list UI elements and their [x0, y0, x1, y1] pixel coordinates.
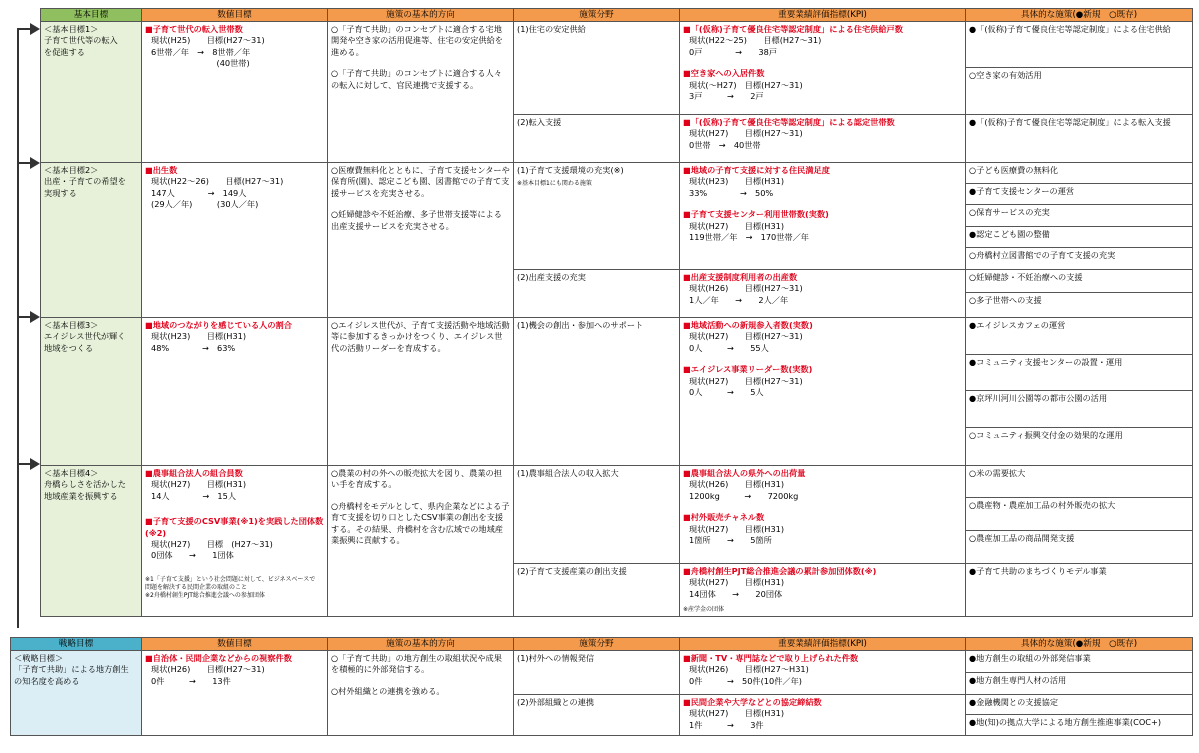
measure-item: ○米の需要拡大: [966, 466, 1192, 498]
target-value-line: (40世帯): [151, 58, 250, 69]
kpi-values: [683, 283, 962, 306]
kpi-value-line: 1箇所 → 5箇所: [689, 534, 772, 545]
target-value-line: 14人 → 15人: [151, 490, 237, 501]
kpi-value-line: 現状(～H27) 目標(H27～31): [689, 79, 803, 90]
direction-cell: [328, 163, 514, 318]
measure-item: ○妊婦健診・不妊治療への支援: [966, 270, 1192, 294]
policy-field-cell: [514, 465, 680, 563]
header-kpi: 重要業績評価指標(KPI): [680, 9, 966, 22]
arrow-icon: [30, 458, 40, 470]
policy-field-name: (1)農事組合法人の収入拡大: [517, 467, 619, 478]
target-indicator-name: ■農事組合法人の組合員数: [145, 467, 243, 478]
kpi-value-line: 1件 → 3件: [689, 719, 764, 730]
basic-goal-title-cell: [41, 317, 142, 465]
direction-text: ○舟橋村をモデルとして、県内企業などによる子育て支援を切り口としたCSV事業の創出を支援する。その結果、舟橋村を含む広域での地域産業振興に貢献する。: [331, 500, 510, 545]
basic-goal-title-line: 地域産業を振興する: [44, 490, 118, 501]
direction-text: ○エイジレス世代が、子育て支援活動や地域活動等に参加するきっかけをつくり、エイジレス世代の活動リーダーを育成する。: [331, 319, 510, 353]
basic-goal-row: [41, 163, 1193, 270]
basic-goal-title-cell: [41, 163, 142, 318]
kpi-item: [683, 364, 962, 398]
kpi-values: [683, 331, 962, 354]
header-measures: 具体的な施策(●新規 ○既存): [966, 638, 1193, 651]
policy-field-name: (2)子育て支援産業の創出支援: [517, 565, 627, 576]
measure-item: ●地(知)の拠点大学による地方創生推進事業(COC+): [969, 717, 1162, 727]
basic-goal-title-line: 子育て世代等の転入: [44, 35, 118, 46]
kpi-values: [683, 221, 962, 244]
kpi-values: [683, 524, 962, 547]
kpi-value-line: 33% → 50%: [689, 187, 774, 198]
target-value-line: 現状(H27) 目標(H31): [151, 479, 247, 490]
policy-field-name: (1)村外への情報発信: [517, 653, 595, 663]
kpi-values: [683, 80, 962, 103]
direction-text: ○「子育て共助」の地方創生の取組状況や成果を積極的に外部発信する。: [331, 653, 502, 675]
measures-cell: [966, 651, 1193, 695]
direction-cell: [328, 22, 514, 163]
direction-text: ○医療費無料化とともに、子育て支援センターや保育所(園)、認定こども園、図書館での子育て支援サービスを充実させる。: [331, 165, 510, 198]
kpi-value-line: 現状(H26) 目標(H27～H31): [689, 664, 809, 675]
kpi-cell: [680, 563, 966, 616]
measure-item: ●認定こども園の整備: [966, 227, 1192, 248]
kpi-value-line: 1200kg → 7200kg: [689, 490, 799, 501]
policy-field-cell: [514, 651, 680, 695]
measure-item: ●コミュニティ支援センターの設置・運用: [966, 355, 1192, 392]
kpi-value-line: 現状(H27) 目標(H31): [689, 523, 785, 534]
target-indicator-name: ■子育て支援のCSV事業(※1)を実践した団体数(※2): [145, 516, 324, 538]
basic-goal-title-line: 地域をつくる: [44, 342, 94, 353]
numeric-target-cell: [142, 465, 328, 616]
target-indicator-name: ■出生数: [145, 165, 178, 175]
basic-goal-row: [41, 465, 1193, 563]
direction-text: ○村外組織との連携を強める。: [331, 685, 445, 696]
direction-text: ○農業の村の外への販売拡大を図り、農業の担い手を育成する。: [331, 467, 502, 490]
numeric-target-cell: [142, 22, 328, 163]
footnote-line: ※1「子育て支援」という社会問題に対して、ビジネスベースで: [145, 575, 316, 583]
kpi-value-line: 現状(H27) 目標(H31): [689, 577, 785, 588]
target-value-line: 現状(H27) 目標 (H27～31): [151, 538, 273, 549]
policy-field-name: (2)出産支援の充実: [517, 271, 586, 282]
measures-cell: [966, 465, 1193, 563]
kpi-values: [683, 479, 962, 502]
direction-text: ○「子育て共助」のコンセプトに適合する宅地開発や空き家の活用促進等、住宅の安定供給を進める。: [331, 24, 503, 57]
header-measures: 具体的な施策(●新規 ○既存): [966, 9, 1193, 22]
kpi-value-line: 14団体 → 20団体: [689, 588, 783, 599]
kpi-item: [683, 117, 962, 151]
kpi-name: ■出産支援制度利用者の出産数: [683, 271, 798, 282]
measures-cell: [966, 317, 1193, 465]
target-value-line: 0団体 → 1団体: [151, 550, 234, 561]
measure-item: ○空き家の有効活用: [969, 70, 1042, 80]
header-goal: 基本目標: [41, 9, 142, 22]
basic-goals-table: [40, 8, 1193, 617]
target-value-line: 0件 → 13件: [151, 675, 231, 686]
policy-field-cell: [514, 115, 680, 163]
kpi-value-line: 0人 → 55人: [689, 342, 769, 353]
target-footnote: [145, 576, 324, 600]
direction-text: ○「子育て共助」のコンセプトに適合する人々の転入に対して、官民連携で支援する。: [331, 68, 502, 90]
strategy-goal-title-line: の知名度を高める: [14, 675, 80, 686]
kpi-name: ■村外販売チャネル数: [683, 512, 765, 523]
arrow-icon: [30, 157, 40, 169]
kpi-item: [683, 68, 962, 102]
direction-cell: [328, 651, 514, 736]
kpi-value-line: 119世帯／年 → 170世帯／年: [689, 232, 809, 243]
basic-goal-row: [41, 317, 1193, 465]
policy-field-cell: [514, 317, 680, 465]
measure-item: ○農産物・農産加工品の村外販売の拡大: [966, 498, 1192, 530]
kpi-name: ■地域活動への新規参入者数(実数): [683, 319, 813, 330]
header-field: 施策分野: [514, 638, 680, 651]
footnote-line: ※2舟橋村創生PJT総合推進会議への参加団体: [145, 591, 265, 599]
policy-field-note: ※基本目標1にも関わる施策: [517, 180, 592, 188]
header-kpi: 重要業績評価指標(KPI): [680, 638, 966, 651]
kpi-cell: [680, 465, 966, 563]
measure-item: ●子育て共助のまちづくりモデル事業: [969, 565, 1107, 576]
measure-item: ○保育サービスの充実: [966, 205, 1192, 226]
target-values: [145, 539, 324, 562]
measures-cell: [966, 22, 1193, 115]
measure-item: ●子育て支援センターの運営: [966, 184, 1192, 205]
target-value-line: (29人／年) (30人／年): [151, 199, 259, 210]
kpi-value-line: 0件 → 50件(10件／年): [689, 675, 802, 686]
kpi-name: ■舟橋村創生PJT総合推進会議の累計参加団体数(※): [683, 565, 877, 576]
strategy-goal-title-line: 「子育て共助」による地方創生: [14, 664, 129, 675]
kpi-value-line: 現状(H26) 目標(H27～31): [689, 283, 803, 294]
header-direction: 施策の基本的方向: [328, 9, 514, 22]
kpi-item: [683, 512, 962, 546]
numeric-target-cell: [142, 317, 328, 465]
measure-item: ○舟橋村立図書館での子育て支援の充実: [969, 249, 1116, 260]
basic-goal-title-cell: [41, 465, 142, 616]
kpi-item: [683, 468, 962, 502]
kpi-name: ■農事組合法人の県外への出荷量: [683, 467, 806, 478]
kpi-name: ■新聞・TV・専門誌などで取り上げられた件数: [683, 653, 859, 663]
kpi-cell: [680, 317, 966, 465]
measures-cell: [966, 269, 1193, 317]
measure-item: ○コミュニティ振興交付金の効果的な運用: [969, 430, 1123, 441]
policy-field-cell: [514, 563, 680, 616]
kpi-value-line: 現状(H27) 目標(H27～31): [689, 375, 803, 386]
kpi-value-line: 1人／年 → 2人／年: [689, 294, 789, 305]
target-value-line: 現状(H25) 目標(H27～31): [151, 35, 265, 46]
policy-field-name: (1)住宅の安定供給: [517, 24, 586, 34]
target-value-line: 現状(H23) 目標(H31): [151, 331, 247, 342]
target-values: [145, 479, 324, 502]
target-indicator-name: ■子育て世代の転入世帯数: [145, 24, 243, 34]
direction-cell: [328, 317, 514, 465]
measures-cell: [966, 115, 1193, 163]
basic-goal-title-line: ＜基本目標1＞: [44, 24, 99, 34]
measure-item: ●京坪川河川公園等の都市公園の活用: [966, 391, 1192, 428]
target-value-line: 48% → 63%: [151, 342, 236, 353]
kpi-values: [683, 664, 962, 687]
kpi-values: [683, 376, 962, 399]
kpi-cell: [680, 22, 966, 115]
target-value-line: 6世帯／年 → 8世帯／年: [151, 46, 251, 57]
basic-goal-title-cell: [41, 22, 142, 163]
header-target: 数値目標: [142, 638, 328, 651]
flow-line-vertical: [17, 28, 19, 628]
policy-field-name: (1)子育て支援環境の充実(※): [517, 165, 624, 175]
kpi-item: [683, 24, 962, 58]
basic-goal-title-line: ＜基本目標3＞: [44, 319, 99, 330]
kpi-value-line: 0戸 → 38戸: [689, 46, 777, 57]
kpi-name: ■空き家への入居件数: [683, 68, 765, 79]
policy-field-cell: [514, 269, 680, 317]
kpi-values: [683, 128, 962, 151]
kpi-value-line: 現状(H27) 目標(H27～31): [689, 331, 803, 342]
kpi-item: [683, 165, 962, 199]
measures-cell: [966, 695, 1193, 736]
target-indicator-name: ■地域のつながりを感じている人の割合: [145, 319, 292, 330]
footnote-line: 問題を解決する民間企業の取組のこと: [145, 583, 248, 591]
header-strategy-goal: 戦略目標: [11, 638, 142, 651]
kpi-item: [683, 209, 962, 243]
measures-cell: [966, 163, 1193, 270]
policy-field-cell: [514, 22, 680, 115]
header-target: 数値目標: [142, 9, 328, 22]
measure-item: ○農産加工品の商品開発支援: [969, 532, 1075, 543]
kpi-value-line: 現状(H22～25) 目標(H27～31): [689, 35, 822, 46]
strategy-goal-title-line: ＜戦略目標＞: [14, 653, 64, 663]
kpi-values: [683, 577, 962, 600]
measures-cell: [966, 563, 1193, 616]
kpi-cell: [680, 269, 966, 317]
target-value-line: 147人 → 149人: [151, 187, 247, 198]
kpi-name: ■エイジレス事業リーダー数(実数): [683, 364, 813, 375]
kpi-cell: [680, 163, 966, 270]
header-direction: 施策の基本的方向: [328, 638, 514, 651]
basic-goal-row: [41, 22, 1193, 115]
measure-item: ●金融機関との支援協定: [966, 695, 1192, 715]
kpi-values: [683, 708, 962, 731]
kpi-value-line: 現状(H27) 目標(H31): [689, 708, 785, 719]
measure-item: ●エイジレスカフェの運営: [966, 318, 1192, 355]
kpi-values: [683, 35, 962, 58]
basic-goal-title-line: 実現する: [44, 187, 77, 198]
arrow-icon: [30, 23, 40, 35]
basic-goal-title-line: ＜基本目標4＞: [44, 467, 99, 478]
target-value-line: 現状(H26) 目標(H27～31): [151, 664, 265, 675]
numeric-target-cell: [142, 651, 328, 736]
kpi-value-line: 0人 → 5人: [689, 386, 764, 397]
kpi-value-line: 現状(H23) 目標(H31): [689, 176, 785, 187]
direction-cell: [328, 465, 514, 616]
kpi-value-line: 0世帯 → 40世帯: [689, 139, 761, 150]
kpi-value-line: 現状(H27) 目標(H31): [689, 220, 785, 231]
target-values: [145, 176, 324, 210]
direction-text: ○妊婦健診や不妊治療、多子世帯支援等による出産支援サービスを充実させる。: [331, 209, 502, 231]
kpi-name: ■「(仮称)子育て優良住宅等認定制度」による認定世帯数: [683, 117, 895, 127]
basic-goal-title-line: 出産・子育ての希望を: [44, 176, 126, 187]
kpi-item: [683, 272, 962, 306]
kpi-name: ■民間企業や大学などとの協定締結数: [683, 697, 822, 707]
header-field: 施策分野: [514, 9, 680, 22]
measure-item: ●「(仮称)子育て優良住宅等認定制度」による住宅供給: [966, 22, 1192, 68]
numeric-target-cell: [142, 163, 328, 318]
measure-item: ●「(仮称)子育て優良住宅等認定制度」による転入支援: [969, 117, 1171, 127]
strategy-goal-table: [10, 637, 1193, 736]
measure-item: ○子ども医療費の無料化: [966, 163, 1192, 184]
kpi-value-line: 3戸 → 2戸: [689, 91, 764, 102]
strategy-goal-title-cell: [11, 651, 142, 736]
basic-goal-title-line: を促進する: [44, 46, 85, 57]
basic-goal-title-line: ＜基本目標2＞: [44, 165, 99, 175]
strategy-goal-row: [11, 651, 1193, 695]
policy-field-cell: [514, 695, 680, 736]
target-values: [145, 664, 324, 687]
target-values: [145, 331, 324, 354]
kpi-item: [683, 566, 962, 614]
measure-item: ○多子世帯への支援: [969, 295, 1042, 306]
policy-field-name: (2)転入支援: [517, 117, 562, 127]
basic-goal-title-line: 舟橋らしさを活かした: [44, 479, 126, 490]
kpi-note: ※産学金の団体: [683, 606, 725, 614]
kpi-values: [683, 176, 962, 199]
kpi-name: ■「(仮称)子育て優良住宅等認定制度」による住宅供給戸数: [683, 24, 903, 34]
kpi-value-line: 現状(H26) 目標(H31): [689, 479, 785, 490]
target-values: [145, 35, 324, 69]
kpi-cell: [680, 651, 966, 695]
kpi-item: [683, 320, 962, 354]
kpi-item: [683, 653, 962, 687]
kpi-name: ■子育て支援センター利用世帯数(実数): [683, 209, 829, 220]
basic-goal-title-line: エイジレス世代が輝く: [44, 331, 126, 342]
kpi-cell: [680, 115, 966, 163]
arrow-icon: [30, 311, 40, 323]
policy-field-name: (2)外部組織との連携: [517, 697, 595, 707]
policy-field-name: (1)機会の創出・参加へのサポート: [517, 319, 644, 330]
kpi-item: [683, 697, 962, 731]
target-value-line: 現状(H22～26) 目標(H27～31): [151, 176, 284, 187]
kpi-name: ■地域の子育て支援に対する住民満足度: [683, 165, 830, 175]
policy-field-cell: [514, 163, 680, 270]
measure-item: ●地方創生の取組の外部発信事業: [966, 651, 1192, 673]
kpi-cell: [680, 695, 966, 736]
measure-item: ●地方創生専門人材の活用: [969, 674, 1067, 685]
kpi-value-line: 現状(H27) 目標(H27～31): [689, 128, 803, 139]
target-indicator-name: ■自治体・民間企業などからの視察件数: [145, 653, 292, 663]
